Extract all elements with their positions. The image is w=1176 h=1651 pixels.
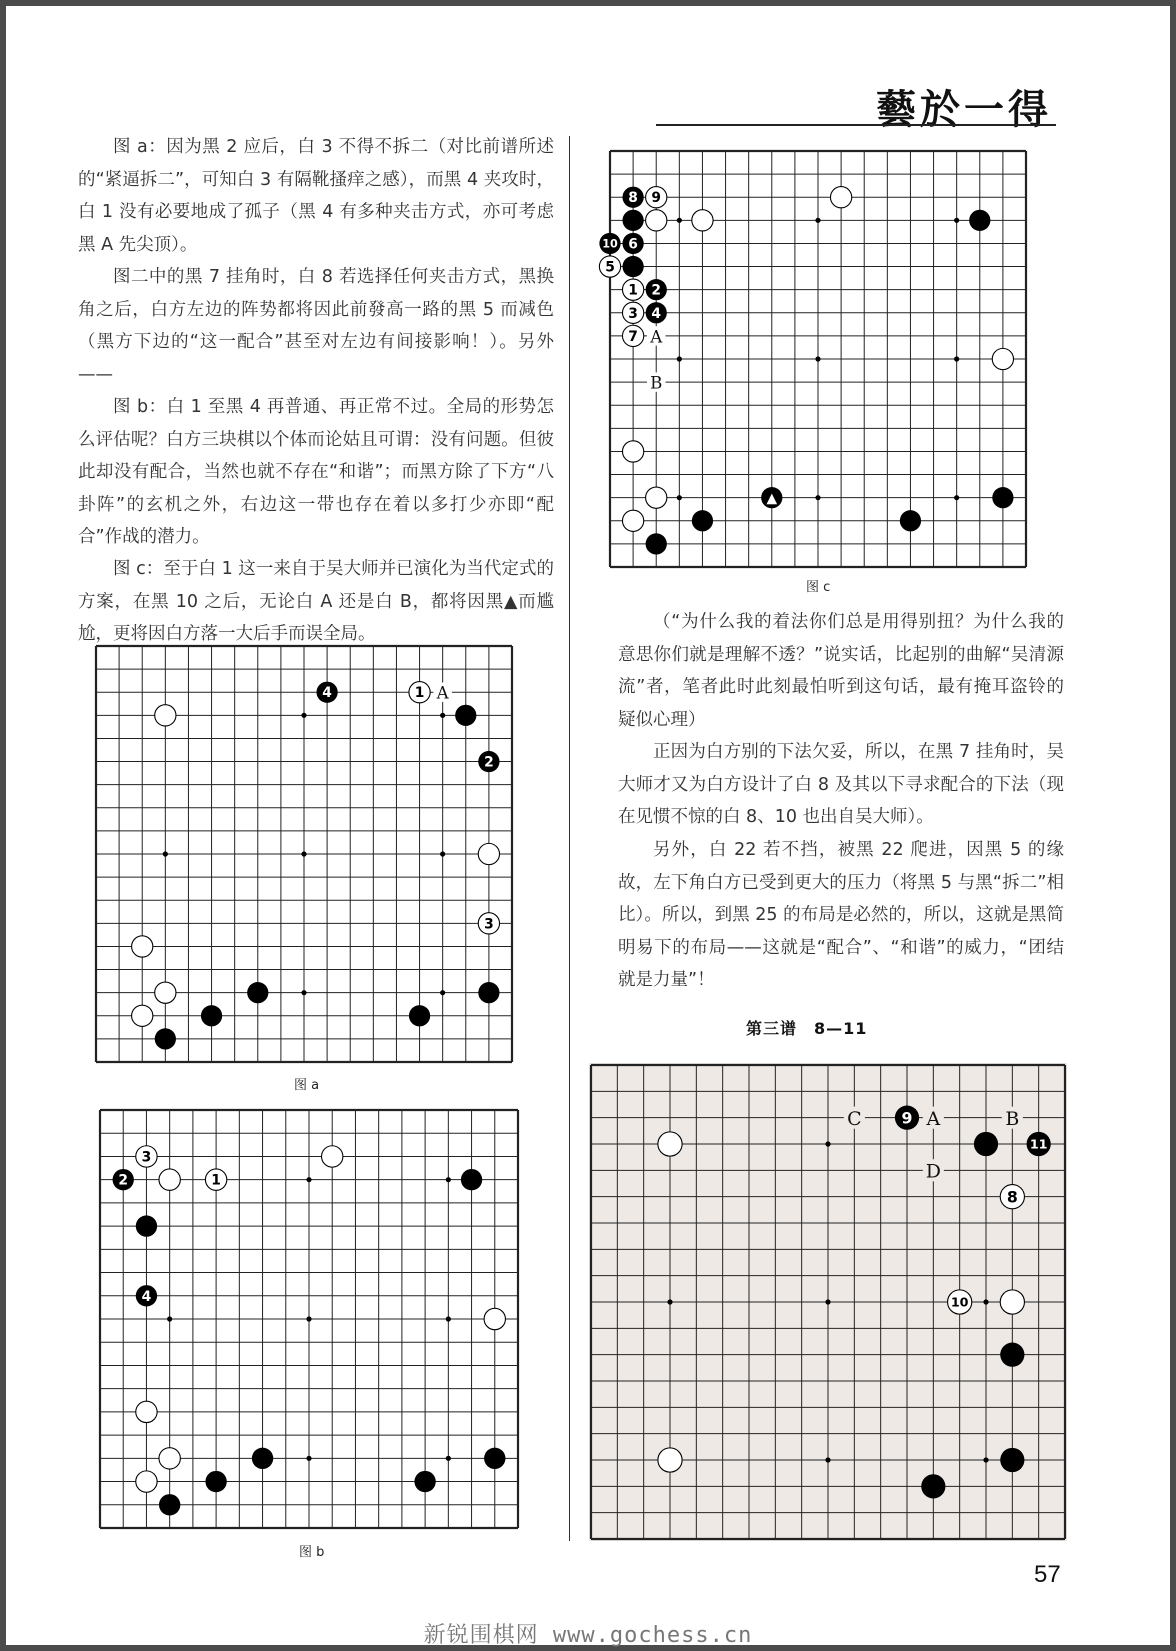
stone-number: 2 — [651, 282, 662, 299]
white-stone — [159, 1169, 180, 1190]
black-stone — [201, 1005, 222, 1026]
star-point — [954, 495, 959, 500]
star-point — [440, 990, 445, 995]
left-paragraph-4: 图 c：至于白 1 这一来自于吴大师并已演化为当代定式的方案，在黑 10 之后，无论白 A 还是白 B，都将因黑▲而尴尬，更将因白方落一大后手而误全局。 — [78, 559, 554, 644]
black-stone — [921, 1474, 945, 1498]
board-label: B — [1005, 1108, 1020, 1131]
star-point — [306, 1456, 311, 1461]
go-board-b — [98, 1108, 520, 1530]
black-stone — [622, 210, 643, 231]
white-stone — [484, 1308, 505, 1329]
stone-number: 10 — [950, 1294, 969, 1310]
star-point — [815, 356, 820, 361]
stone-number: 2 — [118, 1172, 129, 1189]
stone-number: 1 — [414, 685, 425, 702]
black-stone — [484, 1448, 505, 1469]
star-point — [440, 713, 445, 718]
white-stone — [830, 187, 851, 208]
stone-number: 8 — [628, 190, 638, 207]
star-point — [677, 495, 682, 500]
stone-number: 10 — [602, 237, 618, 251]
star-point — [954, 356, 959, 361]
stone-number: 6 — [628, 236, 638, 253]
white-stone — [992, 348, 1013, 369]
black-stone — [992, 487, 1013, 508]
white-stone — [622, 441, 643, 462]
stone-number: 9 — [651, 190, 662, 207]
white-stone — [646, 210, 667, 231]
star-point — [954, 218, 959, 223]
left-paragraph-1: 图 a：因为黑 2 应后，白 3 不得不拆二（对比前谱所述的“紧逼拆二”，可知白 3 有隔靴搔痒之感），而黑 4 夹攻时，白 1 没有必要地成了孤子（黑 4 有多种夹击方式，亦可考虑黑 A 先尖顶）。 — [78, 137, 554, 255]
white-stone — [159, 1448, 180, 1469]
board-label: C — [847, 1108, 862, 1131]
star-point — [667, 1299, 672, 1304]
star-point — [983, 1457, 988, 1462]
star-point — [440, 851, 445, 856]
white-stone — [132, 936, 153, 957]
stone-number: 1 — [211, 1172, 221, 1189]
star-point — [306, 1177, 311, 1182]
white-stone — [622, 510, 643, 531]
caption-a: 图 a — [294, 1078, 320, 1093]
go-board-d — [589, 1063, 1067, 1541]
book-page — [6, 6, 1170, 1645]
black-stone — [136, 1215, 157, 1236]
star-point — [306, 1316, 311, 1321]
stone-number: 8 — [1006, 1187, 1018, 1207]
go-board-c — [602, 149, 1028, 569]
white-stone — [155, 705, 176, 726]
board-label: A — [926, 1108, 941, 1131]
stone-number: 3 — [141, 1149, 152, 1166]
header-rule — [656, 124, 1056, 126]
black-stone — [1000, 1343, 1024, 1367]
black-stone — [478, 982, 499, 1003]
stone-number: 4 — [322, 685, 332, 702]
stone-number: 4 — [651, 305, 662, 322]
black-stone — [414, 1471, 435, 1492]
black-stone — [455, 705, 476, 726]
stone-number: 3 — [628, 305, 638, 322]
black-stone — [1000, 1448, 1024, 1472]
black-stone — [247, 982, 268, 1003]
black-stone — [692, 510, 713, 531]
stone-number: 3 — [484, 916, 494, 933]
star-point — [301, 851, 306, 856]
left-paragraph-2: 图二中的黑 7 挂角时，白 8 若选择任何夹击方式，黑换角之后，白方左边的阵势都将因此前發高一路的黑 5 而减色（黑方下边的“这一配合”甚至对左边有间接影响！）。另外—— — [78, 267, 554, 385]
star-point — [825, 1141, 830, 1146]
white-stone — [136, 1401, 157, 1422]
board-label: A — [436, 683, 449, 703]
black-stone — [159, 1494, 180, 1515]
black-stone — [205, 1471, 226, 1492]
stone-number: 2 — [484, 754, 494, 771]
star-point — [677, 356, 682, 361]
white-stone — [646, 487, 667, 508]
stone-number: 4 — [141, 1288, 152, 1305]
star-point — [983, 1299, 988, 1304]
star-point — [163, 851, 168, 856]
white-stone — [658, 1132, 682, 1156]
black-stone — [252, 1448, 273, 1469]
caption-c: 图 c — [806, 580, 831, 595]
board-label: B — [650, 373, 663, 393]
star-point — [815, 218, 820, 223]
star-point — [446, 1316, 451, 1321]
stone-number: 1 — [628, 282, 638, 299]
star-point — [825, 1457, 830, 1462]
stone-number: 5 — [605, 259, 615, 276]
white-stone — [155, 982, 176, 1003]
black-stone — [646, 533, 667, 554]
page-number: 57 — [1034, 1561, 1061, 1588]
footer-watermark: 新锐围棋网 www.gochess.cn — [423, 1623, 753, 1648]
star-point — [815, 495, 820, 500]
stone-number: 9 — [901, 1108, 913, 1128]
right-paragraph-2: 正因为白方别的下法欠妥，所以，在黑 7 挂角时，吴大师才又为白方设计了白 8 及其以下寻求配合的下法（现在见惯不惊的白 8、10 也出自吴大师）。 — [618, 742, 1064, 827]
black-stone — [969, 210, 990, 231]
star-point — [301, 713, 306, 718]
star-point — [446, 1177, 451, 1182]
black-stone — [900, 510, 921, 531]
white-stone — [322, 1146, 343, 1167]
white-stone — [692, 210, 713, 231]
white-stone — [658, 1448, 682, 1472]
white-stone — [136, 1471, 157, 1492]
section-header-title: 藝於一得 — [876, 86, 1052, 133]
white-stone — [132, 1005, 153, 1026]
white-stone — [478, 843, 499, 864]
black-stone — [622, 256, 643, 277]
board-label: D — [925, 1160, 941, 1183]
white-stone — [1000, 1290, 1024, 1314]
star-point — [677, 218, 682, 223]
black-stone — [974, 1132, 998, 1156]
black-stone — [461, 1169, 482, 1190]
caption-b: 图 b — [299, 1545, 325, 1560]
stone-number: 11 — [1029, 1136, 1048, 1152]
right-paragraph-1: （“为什么我的着法你们总是用得别扭？为什么我的意思你们就是理解不透？”说实话，比起别的曲解“吴清源流”者，笔者此时此刻最怕听到这句话，最有掩耳盗铃的疑似心理） — [618, 612, 1064, 730]
board-label: A — [650, 327, 663, 347]
go-board-a — [94, 644, 514, 1064]
star-point — [446, 1456, 451, 1461]
black-stone — [155, 1028, 176, 1049]
stone-number: 7 — [628, 328, 638, 345]
right-paragraph-3: 另外，白 22 若不挡，被黑 22 爬进，因黑 5 的缘故，左下角白方已受到更大的压力（将黑 5 与黑“拆二”相比）。所以，到黑 25 的布局是必然的，所以，这就是黑简明易下的布局——这就是“配合”、“和谐”的威力，“团结就是力量”！ — [618, 840, 1064, 990]
star-point — [825, 1299, 830, 1304]
column-divider — [569, 136, 570, 1541]
black-stone — [409, 1005, 430, 1026]
left-paragraph-3: 图 b：白 1 至黑 4 再普通、再正常不过。全局的形势怎么评估呢？白方三块棋以个体而论姑且可谓：没有问题。但彼此却没有配合，当然也就不存在“和谐”；而黑方除了下方“八卦阵”的玄机之外，右边这一带也存在着以多打少亦即“配合”作战的潜力。 — [78, 397, 554, 547]
star-point — [167, 1316, 172, 1321]
star-point — [301, 990, 306, 995]
section-title: 第三谱 8—11 — [746, 1019, 868, 1038]
stone-number: ▲ — [766, 490, 778, 507]
